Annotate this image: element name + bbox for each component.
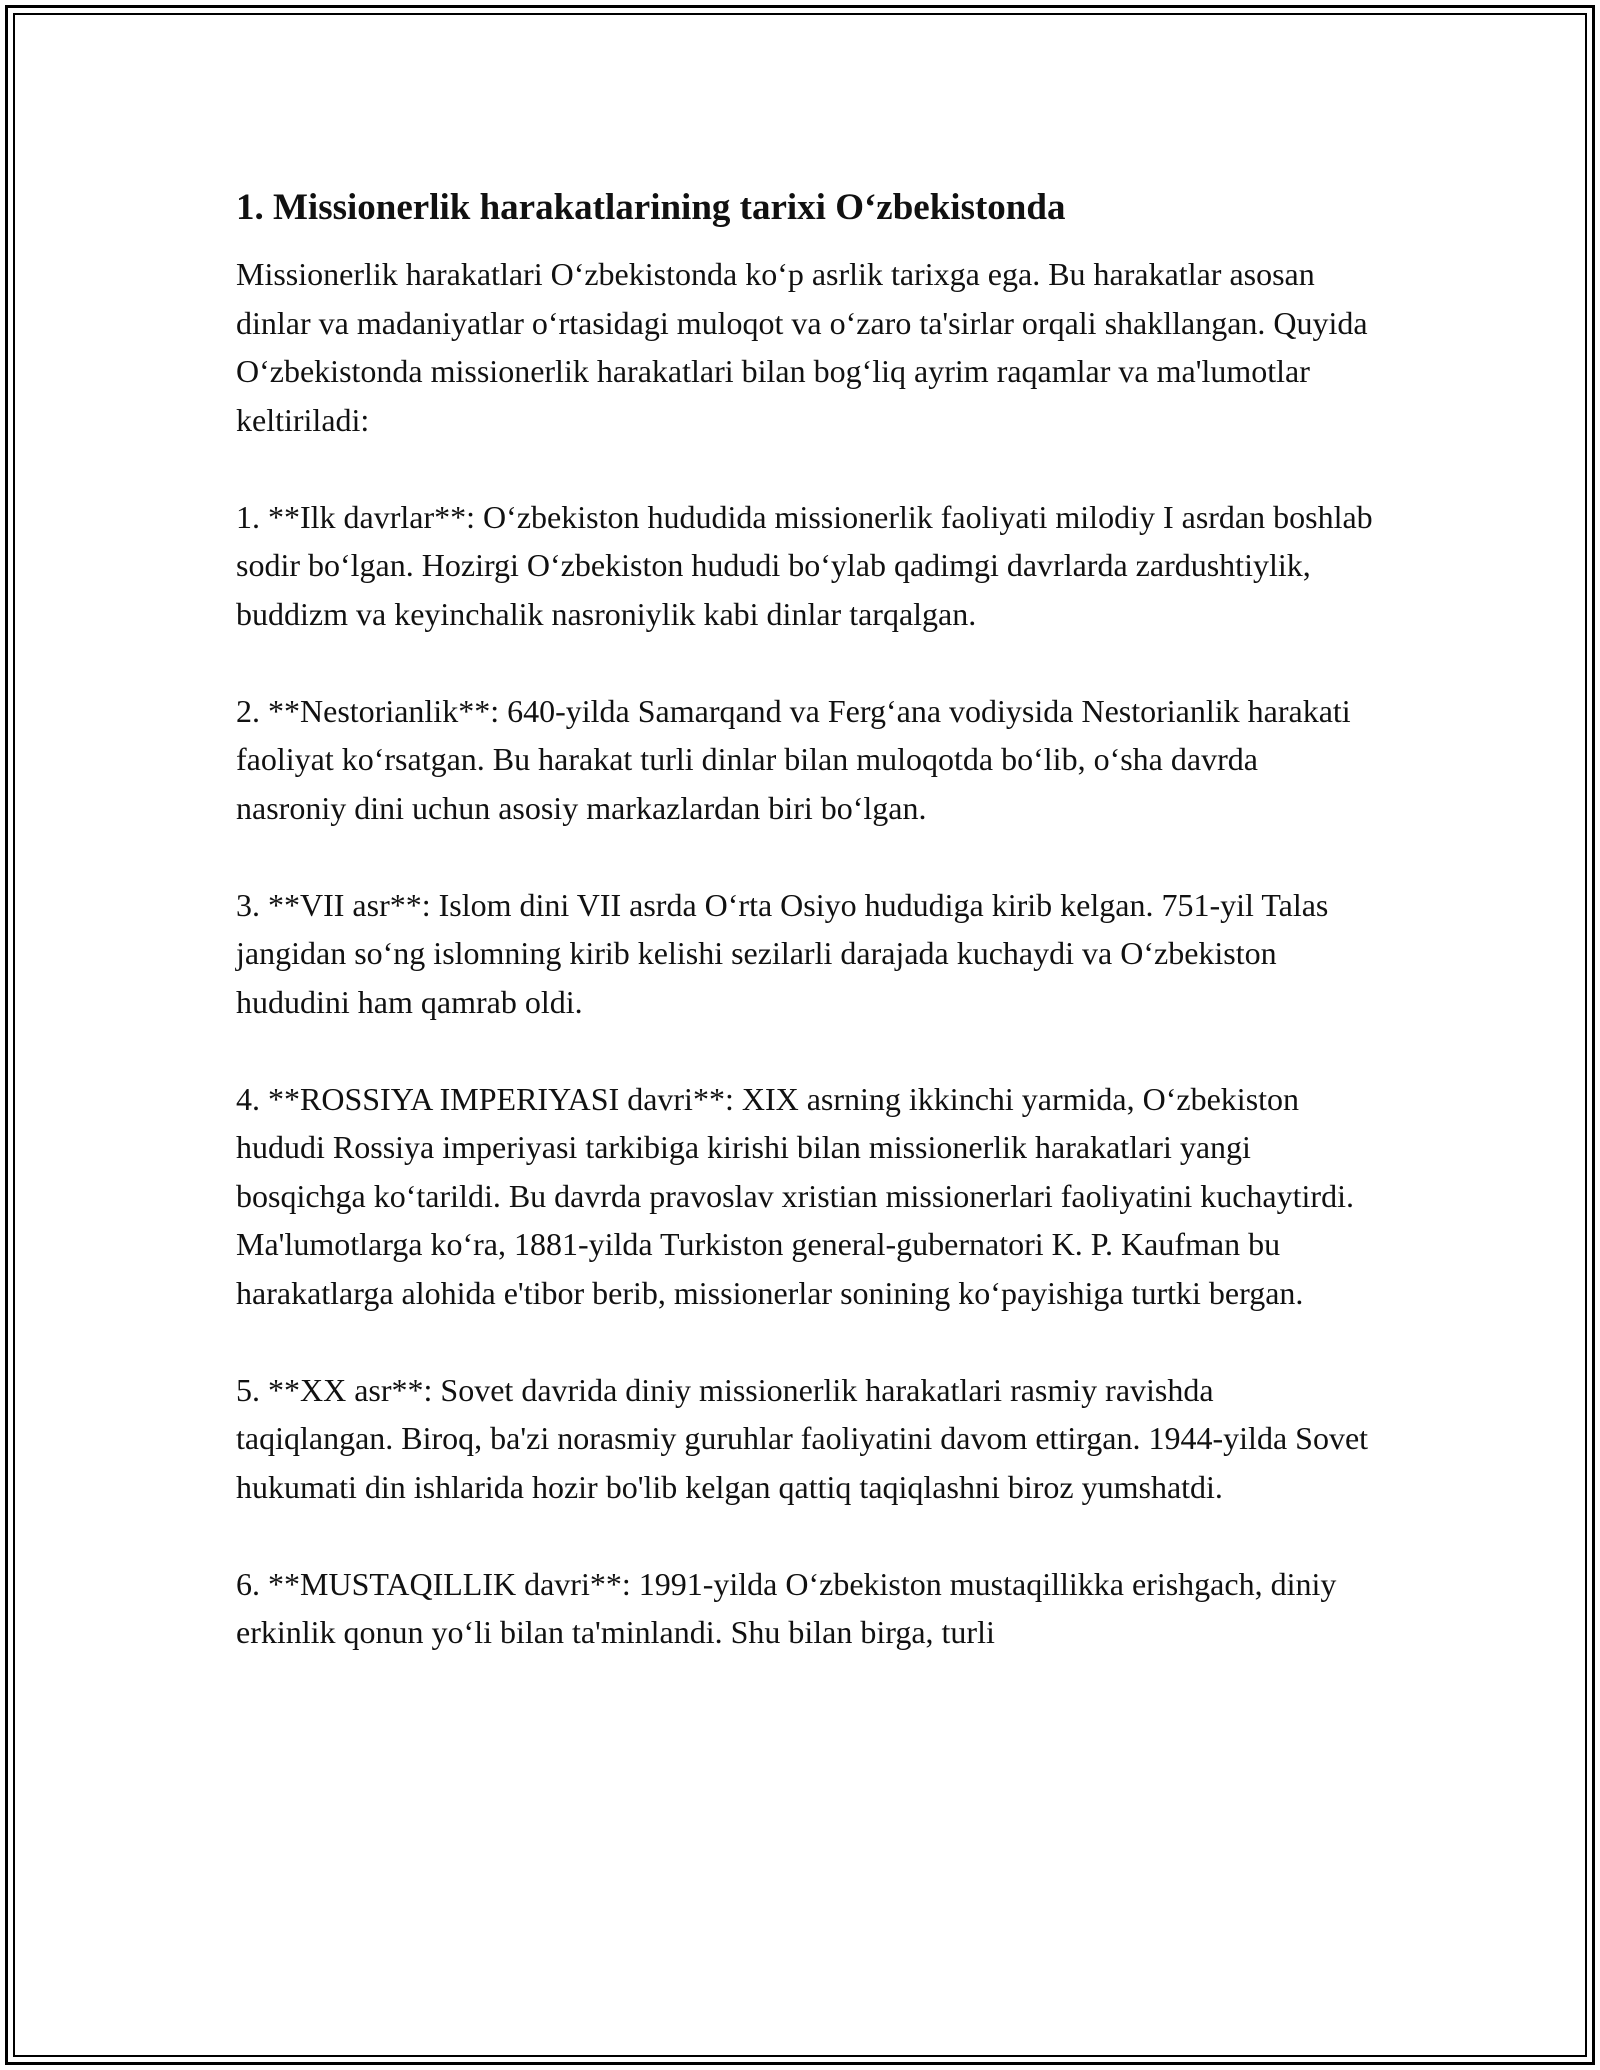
intro-paragraph: Missionerlik harakatlari O‘zbekistonda ko‘p asrlik tarixga ega. Bu harakatlar asosan dinlar va madaniyatlar o‘rtasidagi muloqot va o‘zaro ta'sirlar orqali shakllangan. Quyida O‘zbekistonda missionerlik harakatlari bilan bog‘liq ayrim raqamlar va ma'lumotlar keltiriladi: xyxy=(236,256,1368,438)
list-item-xx-asr: 5. **XX asr**: Sovet davrida diniy missionerlik harakatlari rasmiy ravishda taqiqlangan. Biroq, ba'zi norasmiy guruhlar faoliyatini davom ettirgan. 1944-yilda Sovet hukumati din ishlarida hozir bo'lib kelgan qattiq taqiqlashni biroz yumshatdi. xyxy=(236,1371,1369,1505)
list-item-rossiya-imperiyasi: 4. **ROSSIYA IMPERIYASI davri**: XIX asrning ikkinchi yarmida, O‘zbekiston hududi Rossiya imperiyasi tarkibiga kirishi bilan missionerlik harakatlari yangi bosqichga ko‘tarildi. Bu davrda pravoslav xristian missionerlari faoliyatini kuchaytirdi. Ma'lumotlarga ko‘ra, 1881-yilda Turkiston general-gubernatori K. P. Kaufman bu harakatlarga alohida e'tibor berib, missionerlar sonining ko‘payishiga turtki bergan. xyxy=(236,1080,1354,1311)
list-item-ilk-davrlar: 1. **Ilk davrlar**: O‘zbekiston hududida missionerlik faoliyati milodiy I asrdan boshlab sodir bo‘lgan. Hozirgi O‘zbekiston hududi bo‘ylab qadimgi davrlarda zardushtiylik, buddizm va keyinchalik nasroniylik kabi dinlar tarqalgan. xyxy=(236,498,1373,632)
list-item-nestorianlik: 2. **Nestorianlik**: 640-yilda Samarqand va Ferg‘ana vodiysida Nestorianlik harakati faoliyat ko‘rsatgan. Bu harakat turli dinlar bilan muloqotda bo‘lib, o‘sha davrda nasroniy dini uchun asosiy markazlardan biri bo‘lgan. xyxy=(236,692,1351,826)
list-item-mustaqillik: 6. **MUSTAQILLIK davri**: 1991-yilda O‘zbekiston mustaqillikka erishgach, diniy erkinlik qonun yo‘li bilan ta'minlandi. Shu bilan birga, turli xyxy=(236,1565,1337,1650)
list-item-vii-asr: 3. **VII asr**: Islom dini VII asrda O‘rta Osiyo hududiga kirib kelgan. 751-yil Talas jangidan so‘ng islomning kirib kelishi sezilarli darajada kuchaydi va O‘zbekiston hududini ham qamrab oldi. xyxy=(236,886,1329,1020)
document-body xyxy=(236,186,1376,1705)
document-title: 1. Missionerlik harakatlarining tarixi O‘zbekistonda xyxy=(236,187,1066,228)
